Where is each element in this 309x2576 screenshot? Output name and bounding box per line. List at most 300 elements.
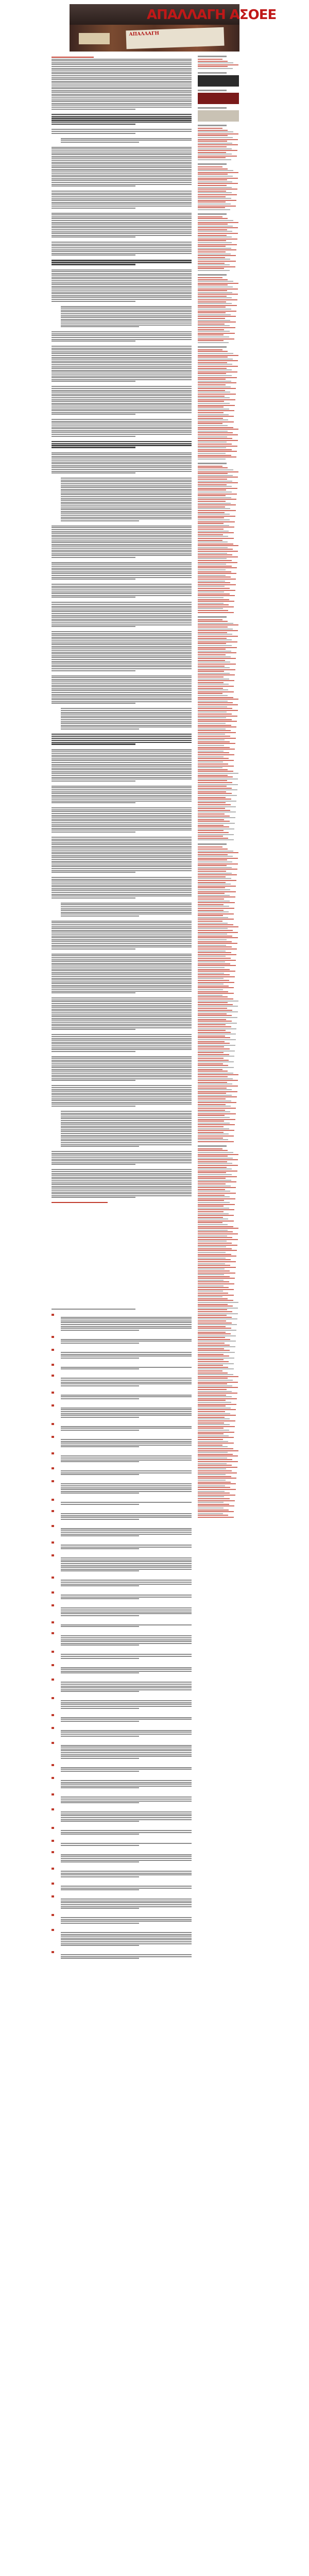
sidebar-link[interactable]: [198, 621, 228, 622]
sidebar-link[interactable]: [198, 1391, 232, 1392]
sidebar-link[interactable]: [198, 342, 229, 343]
sidebar-link[interactable]: [198, 893, 225, 894]
sidebar-link[interactable]: [198, 259, 230, 260]
sidebar-link[interactable]: [198, 1152, 233, 1153]
sidebar-link[interactable]: [198, 775, 228, 776]
sidebar-link[interactable]: [198, 1259, 231, 1260]
sidebar-link[interactable]: [198, 1309, 227, 1310]
sidebar-link[interactable]: [198, 1482, 231, 1483]
comment-author[interactable]: [52, 1793, 192, 1795]
comment-author[interactable]: [52, 1436, 192, 1438]
sidebar-link[interactable]: [198, 723, 226, 724]
sidebar-link[interactable]: [198, 455, 231, 456]
sidebar-link[interactable]: [198, 270, 230, 271]
sidebar-link[interactable]: [198, 743, 235, 744]
sidebar-link[interactable]: [198, 1241, 227, 1242]
sidebar-link[interactable]: [198, 1472, 237, 1473]
sidebar-link[interactable]: [198, 664, 236, 665]
sidebar-link[interactable]: [198, 1415, 236, 1416]
sidebar-link[interactable]: [198, 371, 237, 372]
sidebar-link[interactable]: [198, 1174, 232, 1175]
sidebar-link[interactable]: [198, 1382, 238, 1383]
sidebar-link[interactable]: [198, 381, 231, 382]
sidebar-link[interactable]: [198, 936, 232, 937]
sidebar-link[interactable]: [198, 791, 226, 792]
sidebar-link[interactable]: [198, 808, 225, 809]
sidebar-link[interactable]: [198, 573, 236, 574]
sidebar-link[interactable]: [198, 473, 228, 474]
sidebar-link[interactable]: [198, 1300, 233, 1301]
sidebar-link[interactable]: [198, 1088, 227, 1089]
sidebar-link[interactable]: [198, 1493, 230, 1494]
sidebar-link[interactable]: [198, 1148, 222, 1149]
sidebar-link[interactable]: [198, 652, 236, 653]
sidebar-link[interactable]: [198, 481, 232, 482]
sidebar-link[interactable]: [198, 604, 229, 605]
sidebar-link[interactable]: [198, 172, 238, 173]
sidebar-link[interactable]: [198, 1126, 224, 1127]
sidebar-link[interactable]: [198, 980, 229, 981]
sidebar-link[interactable]: [198, 595, 235, 596]
sidebar-link[interactable]: [198, 874, 237, 875]
sidebar-link[interactable]: [198, 789, 237, 790]
sidebar-link[interactable]: [198, 708, 232, 709]
comment-author[interactable]: [52, 1392, 192, 1394]
sidebar-link[interactable]: [198, 553, 227, 554]
sidebar-link[interactable]: [198, 906, 229, 907]
sidebar-link[interactable]: [198, 1071, 228, 1072]
sidebar-link[interactable]: [198, 1165, 238, 1166]
sidebar-link[interactable]: [198, 159, 231, 160]
sidebar-link[interactable]: [198, 588, 230, 589]
sidebar-link[interactable]: [198, 758, 229, 759]
sidebar-link[interactable]: [198, 1218, 228, 1219]
sidebar-link[interactable]: [198, 253, 231, 255]
sidebar-link[interactable]: [198, 1039, 236, 1040]
sidebar-link[interactable]: [198, 324, 225, 325]
sidebar-link[interactable]: [198, 1195, 225, 1196]
sidebar-link[interactable]: [198, 901, 230, 902]
sidebar-link[interactable]: [198, 577, 231, 578]
sidebar-link[interactable]: [198, 508, 230, 509]
sidebar-link[interactable]: [198, 1222, 222, 1223]
sidebar-link[interactable]: [198, 1324, 237, 1325]
comment-author[interactable]: [52, 1929, 192, 1931]
sidebar-link[interactable]: [198, 1060, 229, 1061]
sidebar-link[interactable]: [198, 209, 230, 210]
sidebar-link[interactable]: [198, 246, 226, 247]
sidebar-link[interactable]: [198, 1295, 234, 1296]
sidebar-link[interactable]: [198, 658, 236, 659]
sidebar-link[interactable]: [198, 716, 237, 717]
sidebar-link[interactable]: [198, 540, 222, 541]
sidebar-link[interactable]: [198, 351, 228, 352]
sidebar-link[interactable]: [198, 719, 232, 720]
sidebar-link[interactable]: [198, 623, 233, 624]
sidebar-link[interactable]: [198, 773, 238, 774]
sidebar-link[interactable]: [198, 1095, 232, 1096]
sidebar-link[interactable]: [198, 1515, 228, 1516]
sidebar-link[interactable]: [198, 943, 237, 944]
sidebar-link[interactable]: [198, 601, 234, 602]
sidebar-link[interactable]: [198, 1096, 237, 1097]
sidebar-link[interactable]: [198, 978, 224, 979]
sidebar-link[interactable]: [198, 321, 236, 323]
sidebar-link[interactable]: [198, 432, 233, 433]
sidebar-link[interactable]: [198, 1209, 234, 1210]
sidebar-link[interactable]: [198, 360, 238, 361]
sidebar-link[interactable]: [198, 1441, 228, 1442]
sidebar-link[interactable]: [198, 1136, 234, 1137]
sidebar-link[interactable]: [198, 1313, 238, 1314]
sidebar-link[interactable]: [198, 1248, 232, 1249]
comment-author[interactable]: [52, 1404, 192, 1406]
sidebar-link[interactable]: [198, 895, 230, 896]
sidebar-link[interactable]: [198, 1408, 231, 1409]
sidebar-link[interactable]: [198, 1074, 238, 1075]
sidebar-link[interactable]: [198, 878, 231, 879]
sidebar-link[interactable]: [198, 738, 236, 739]
sidebar-link[interactable]: [198, 1159, 238, 1160]
sidebar-link[interactable]: [198, 734, 225, 735]
sidebar-link[interactable]: [198, 1385, 232, 1386]
sidebar-link[interactable]: [198, 821, 230, 822]
sidebar-link[interactable]: [198, 1398, 237, 1399]
sidebar-link[interactable]: [198, 204, 231, 205]
sidebar-link[interactable]: [198, 130, 228, 131]
sidebar-link[interactable]: [198, 327, 235, 328]
sidebar-link[interactable]: [198, 1311, 232, 1312]
sidebar-link[interactable]: [198, 544, 233, 545]
sidebar-link[interactable]: [198, 1141, 234, 1142]
sidebar-link[interactable]: [198, 290, 227, 291]
comment-author[interactable]: [52, 1349, 192, 1351]
sidebar-link[interactable]: [198, 1231, 233, 1232]
sidebar-link[interactable]: [198, 1091, 237, 1092]
sidebar-link[interactable]: [198, 396, 225, 397]
sidebar-link[interactable]: [198, 1150, 228, 1151]
sidebar-link[interactable]: [198, 582, 230, 583]
sidebar-link[interactable]: [198, 667, 230, 668]
sidebar-link[interactable]: [198, 1010, 232, 1011]
sidebar-link[interactable]: [198, 1098, 226, 1099]
sidebar-link[interactable]: [198, 1420, 235, 1421]
sidebar-link[interactable]: [198, 1221, 234, 1222]
sidebar-link[interactable]: [198, 610, 228, 611]
sidebar-link[interactable]: [198, 1082, 227, 1083]
sidebar-link[interactable]: [198, 168, 228, 170]
sidebar-link[interactable]: [198, 986, 229, 987]
sidebar-link[interactable]: [198, 1337, 225, 1338]
sidebar-link[interactable]: [198, 1032, 231, 1033]
sidebar-link[interactable]: [198, 281, 233, 282]
sidebar-link[interactable]: [198, 220, 233, 221]
sidebar-link[interactable]: [198, 695, 228, 696]
sidebar-link[interactable]: [198, 338, 234, 340]
sidebar-link[interactable]: [198, 590, 235, 591]
sidebar-link[interactable]: [198, 767, 222, 768]
sidebar-link[interactable]: [198, 1485, 225, 1486]
sidebar-link[interactable]: [198, 951, 226, 952]
sidebar-link[interactable]: [198, 1455, 238, 1456]
sidebar-link[interactable]: [198, 504, 236, 505]
sidebar-link[interactable]: [198, 1298, 228, 1299]
sidebar-link[interactable]: [198, 353, 233, 354]
sidebar-link[interactable]: [198, 1341, 236, 1342]
comment-author[interactable]: [52, 1480, 192, 1482]
comment-author[interactable]: [52, 1651, 192, 1653]
sidebar-link[interactable]: [198, 1480, 226, 1481]
sidebar-link[interactable]: [198, 296, 227, 297]
sidebar-link[interactable]: [198, 946, 232, 947]
sidebar-link[interactable]: [198, 240, 226, 241]
sidebar-link[interactable]: [198, 1383, 227, 1384]
sidebar-link[interactable]: [198, 1237, 232, 1238]
sidebar-link[interactable]: [198, 1422, 224, 1423]
sidebar-link[interactable]: [198, 1459, 232, 1460]
sidebar-link[interactable]: [198, 619, 222, 620]
sidebar-link[interactable]: [198, 456, 236, 457]
sidebar-link[interactable]: [198, 198, 231, 199]
sidebar-link[interactable]: [198, 200, 236, 201]
sidebar-link[interactable]: [198, 303, 232, 304]
sidebar-link[interactable]: [198, 736, 230, 737]
sidebar-link[interactable]: [198, 284, 228, 285]
sidebar-link[interactable]: [198, 517, 224, 518]
sidebar-link[interactable]: [198, 1468, 226, 1469]
sidebar-link[interactable]: [198, 917, 228, 918]
sidebar-link[interactable]: [198, 143, 232, 144]
comment-author[interactable]: [52, 1827, 192, 1829]
sidebar-link[interactable]: [198, 233, 238, 234]
sidebar-link[interactable]: [198, 697, 233, 698]
sidebar-link[interactable]: [198, 305, 237, 306]
sidebar-link[interactable]: [198, 910, 224, 911]
sidebar-link[interactable]: [198, 1268, 225, 1269]
sidebar-link[interactable]: [198, 1476, 231, 1477]
sidebar-link[interactable]: [198, 861, 232, 862]
sidebar-link[interactable]: [198, 446, 237, 447]
sidebar-link[interactable]: [198, 1013, 227, 1014]
sidebar-link[interactable]: [198, 251, 226, 252]
sidebar-link[interactable]: [198, 466, 222, 467]
sidebar-link[interactable]: [198, 1396, 232, 1397]
sidebar-link[interactable]: [198, 1445, 222, 1446]
sidebar-link[interactable]: [198, 1133, 229, 1134]
sidebar-link[interactable]: [198, 647, 237, 648]
sidebar-link[interactable]: [198, 1187, 236, 1188]
sidebar-link[interactable]: [198, 1470, 232, 1471]
sidebar-link[interactable]: [198, 641, 237, 642]
sidebar-link[interactable]: [198, 1024, 226, 1025]
sidebar-link[interactable]: [198, 1043, 230, 1044]
sidebar-link[interactable]: [198, 382, 236, 383]
sidebar-link[interactable]: [198, 447, 226, 448]
sidebar-link[interactable]: [198, 1345, 230, 1346]
sidebar-link[interactable]: [198, 1254, 231, 1255]
sidebar-link[interactable]: [198, 469, 233, 470]
sidebar-link[interactable]: [198, 1330, 236, 1331]
sidebar-link[interactable]: [198, 961, 225, 962]
comment-author[interactable]: [52, 1664, 192, 1666]
sidebar-link[interactable]: [198, 1350, 230, 1351]
sidebar-link[interactable]: [198, 1439, 223, 1440]
sidebar-link[interactable]: [198, 1168, 232, 1170]
sidebar-link[interactable]: [198, 279, 228, 280]
sidebar-link[interactable]: [198, 467, 228, 468]
sidebar-link[interactable]: [198, 599, 229, 600]
sidebar-link[interactable]: [198, 1211, 224, 1212]
sidebar-link[interactable]: [198, 377, 237, 378]
sidebar-link[interactable]: [198, 329, 224, 330]
sidebar-link[interactable]: [198, 486, 232, 487]
sidebar-link[interactable]: [198, 945, 226, 946]
sidebar-link[interactable]: [198, 1387, 238, 1388]
sidebar-link[interactable]: [198, 357, 228, 358]
sidebar-link[interactable]: [198, 958, 231, 959]
comment-author[interactable]: [52, 1604, 192, 1606]
sidebar-link[interactable]: [198, 1424, 230, 1425]
sidebar-link[interactable]: [198, 682, 224, 683]
sidebar-link[interactable]: [198, 899, 224, 900]
comment-author[interactable]: [52, 1577, 192, 1579]
sidebar-link[interactable]: [198, 1208, 229, 1209]
sidebar-link[interactable]: [198, 249, 236, 250]
sidebar-link[interactable]: [198, 982, 234, 983]
sidebar-link[interactable]: [198, 754, 234, 755]
sidebar-link[interactable]: [198, 852, 238, 853]
sidebar-link[interactable]: [198, 666, 225, 667]
sidebar-link[interactable]: [198, 1045, 235, 1046]
sidebar-link[interactable]: [198, 1056, 234, 1057]
sidebar-link[interactable]: [198, 421, 234, 422]
sidebar-link[interactable]: [198, 660, 225, 661]
sidebar-link[interactable]: [198, 1033, 236, 1035]
sidebar-link[interactable]: [198, 629, 233, 630]
sidebar-link[interactable]: [198, 1355, 229, 1357]
comment-author[interactable]: [52, 1467, 192, 1469]
comment-author[interactable]: [52, 1336, 192, 1338]
sidebar-link[interactable]: [198, 674, 235, 675]
sidebar-link[interactable]: [198, 187, 232, 188]
sidebar-link[interactable]: [198, 1363, 234, 1364]
sidebar-link[interactable]: [198, 974, 230, 975]
sidebar-link[interactable]: [198, 416, 234, 417]
sidebar-link[interactable]: [198, 292, 232, 293]
sidebar-link[interactable]: [198, 551, 238, 552]
comment-author[interactable]: [52, 1840, 192, 1842]
sidebar-link[interactable]: [198, 423, 222, 424]
sidebar-link[interactable]: [198, 1172, 226, 1173]
sidebar-link[interactable]: [198, 521, 235, 522]
sidebar-link[interactable]: [198, 1204, 235, 1205]
sidebar-link[interactable]: [198, 751, 224, 752]
sidebar-link[interactable]: [198, 998, 233, 999]
sidebar-link[interactable]: [198, 594, 230, 595]
sidebar-link[interactable]: [198, 1474, 226, 1475]
sidebar-link[interactable]: [198, 146, 227, 147]
sidebar-link[interactable]: [198, 418, 223, 419]
sidebar-link[interactable]: [198, 1483, 236, 1484]
sidebar-link[interactable]: [198, 1183, 226, 1184]
sidebar-link[interactable]: [198, 516, 235, 517]
sidebar-link[interactable]: [198, 68, 233, 69]
sidebar-link[interactable]: [198, 1339, 230, 1340]
sidebar-link[interactable]: [198, 778, 238, 779]
sidebar-link[interactable]: [198, 1495, 235, 1496]
sidebar-link[interactable]: [198, 1180, 231, 1181]
sidebar-link[interactable]: [198, 1368, 234, 1369]
sidebar-link[interactable]: [198, 569, 226, 570]
sidebar-link[interactable]: [198, 1065, 228, 1066]
sidebar-link[interactable]: [198, 527, 234, 528]
sidebar-link[interactable]: [198, 973, 224, 974]
sidebar-link[interactable]: [198, 194, 237, 195]
sidebar-link[interactable]: [198, 1426, 235, 1427]
sidebar-link[interactable]: [198, 786, 227, 787]
sidebar-link[interactable]: [198, 1239, 238, 1240]
sidebar-link[interactable]: [198, 444, 232, 445]
sidebar-link[interactable]: [198, 825, 224, 826]
sidebar-link[interactable]: [198, 497, 231, 498]
sidebar-link[interactable]: [198, 886, 236, 887]
comment-author[interactable]: [52, 1591, 192, 1594]
sidebar-link[interactable]: [198, 218, 228, 219]
sidebar-link[interactable]: [198, 1215, 234, 1216]
sidebar-link[interactable]: [198, 795, 237, 796]
sidebar-link[interactable]: [198, 1156, 228, 1157]
sidebar-link[interactable]: [198, 1198, 235, 1199]
post-footer-meta[interactable]: [52, 1202, 108, 1203]
sidebar-link[interactable]: [198, 1069, 222, 1070]
sidebar-link[interactable]: [198, 726, 236, 727]
sidebar-link[interactable]: [198, 662, 230, 663]
sidebar-link[interactable]: [198, 1017, 237, 1018]
sidebar-link[interactable]: [198, 634, 232, 635]
sidebar-link[interactable]: [198, 799, 231, 800]
sidebar-link[interactable]: [198, 654, 226, 655]
comment-author[interactable]: [52, 1697, 192, 1699]
comment-author[interactable]: [52, 1895, 192, 1897]
sidebar-link[interactable]: [198, 410, 234, 411]
sidebar-link[interactable]: [198, 1228, 238, 1229]
sidebar-link[interactable]: [198, 414, 229, 415]
sidebar-link[interactable]: [198, 1405, 226, 1406]
sidebar-link[interactable]: [198, 373, 226, 374]
sidebar-link[interactable]: [198, 836, 223, 837]
sidebar-link[interactable]: [198, 1108, 236, 1109]
sidebar-link[interactable]: [198, 832, 229, 833]
sidebar-link[interactable]: [198, 1061, 234, 1062]
sidebar-link[interactable]: [198, 1511, 234, 1512]
sidebar-link[interactable]: [198, 207, 225, 208]
sidebar-link[interactable]: [198, 419, 228, 420]
sidebar-link[interactable]: [198, 1448, 233, 1449]
sidebar-link[interactable]: [198, 859, 227, 860]
sidebar-link[interactable]: [198, 453, 226, 454]
sidebar-link[interactable]: [198, 704, 238, 705]
sidebar-link[interactable]: [198, 873, 232, 874]
sidebar-link[interactable]: [198, 991, 228, 992]
sidebar-link[interactable]: [198, 152, 226, 153]
sidebar-link[interactable]: [198, 531, 229, 532]
sidebar-link[interactable]: [198, 904, 224, 905]
sidebar-link[interactable]: [198, 937, 238, 938]
sidebar-link[interactable]: [198, 556, 238, 557]
sidebar-link[interactable]: [198, 1078, 233, 1079]
sidebar-link[interactable]: [198, 684, 229, 685]
sidebar-link[interactable]: [198, 575, 226, 576]
